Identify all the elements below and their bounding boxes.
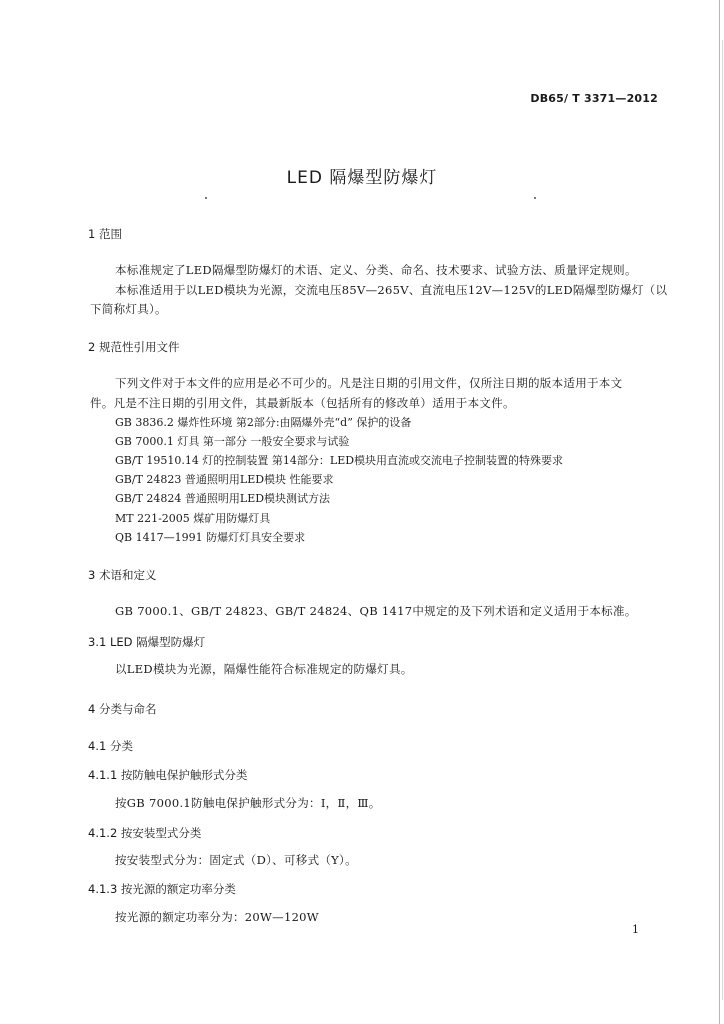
reference-item: MT 221-2005 煤矿用防爆灯具 xyxy=(115,512,271,525)
reference-item: GB 7000.1 灯具 第一部分 一般安全要求与试验 xyxy=(115,435,350,448)
scan-edge-line xyxy=(719,0,720,1024)
page-number: 1 xyxy=(632,923,639,936)
section-4-1-1-para: 按GB 7000.1防触电保护触形式分为：Ⅰ，Ⅱ，Ⅲ。 xyxy=(115,796,381,810)
scan-speck xyxy=(205,197,207,199)
reference-item: GB/T 19510.14 灯的控制装置 第14部分：LED模块用直流或交流电子控制装置的特殊要求 xyxy=(115,454,564,467)
section-3-1-para: 以LED模块为光源，隔爆性能符合标准规定的防爆灯具。 xyxy=(115,662,413,676)
standard-code: DB65/ T 3371—2012 xyxy=(530,92,658,105)
section-3-heading: 3 术语和定义 xyxy=(88,568,157,582)
section-4-1-3-para: 按光源的额定功率分为：20W—120W xyxy=(115,910,319,924)
section-3-para: GB 7000.1、GB/T 24823、GB/T 24824、QB 1417中规定的及下列术语和定义适用于本标准。 xyxy=(115,604,637,618)
section-2-heading: 2 规范性引用文件 xyxy=(88,340,180,354)
section-3-1-heading: 3.1 LED 隔爆型防爆灯 xyxy=(88,635,206,649)
section-4-1-2-heading: 4.1.2 按安装型式分类 xyxy=(88,826,202,840)
section-1-heading: 1 范围 xyxy=(88,227,122,241)
section-4-1-1-heading: 4.1.1 按防触电保护触形式分类 xyxy=(88,768,248,782)
section-4-1-heading: 4.1 分类 xyxy=(88,739,133,753)
reference-item: GB/T 24823 普通照明用LED模块 性能要求 xyxy=(115,473,334,486)
section-4-heading: 4 分类与命名 xyxy=(88,702,157,716)
reference-item: GB/T 24824 普通照明用LED模块测试方法 xyxy=(115,492,331,505)
section-2-intro-line1: 下列文件对于本文件的应用是必不可少的。凡是注日期的引用文件，仅所注日期的版本适用于本文 xyxy=(115,376,623,390)
scan-speck xyxy=(534,197,536,199)
section-4-1-3-heading: 4.1.3 按光源的额定功率分类 xyxy=(88,882,236,896)
document-title: LED 隔爆型防爆灯 xyxy=(286,168,438,188)
section-1-para2-line1: 本标准适用于以LED模块为光源，交流电压85V—265V、直流电压12V—125V的LED隔爆型防爆灯（以 xyxy=(115,283,668,297)
section-1-para2-line2: 下简称灯具）。 xyxy=(90,302,167,316)
section-1-para1: 本标准规定了LED隔爆型防爆灯的术语、定义、分类、命名、技术要求、试验方法、质量评定规则。 xyxy=(115,263,637,277)
reference-item: QB 1417—1991 防爆灯灯具安全要求 xyxy=(115,531,306,544)
section-2-intro-line2: 件。凡是不注日期的引用文件，其最新版本（包括所有的修改单）适用于本文件。 xyxy=(90,396,515,410)
reference-item: GB 3836.2 爆炸性环境 第2部分:由隔爆外壳“d” 保护的设备 xyxy=(115,416,412,429)
section-4-1-2-para: 按安装型式分为：固定式（D）、可移式（Y）。 xyxy=(115,853,357,867)
